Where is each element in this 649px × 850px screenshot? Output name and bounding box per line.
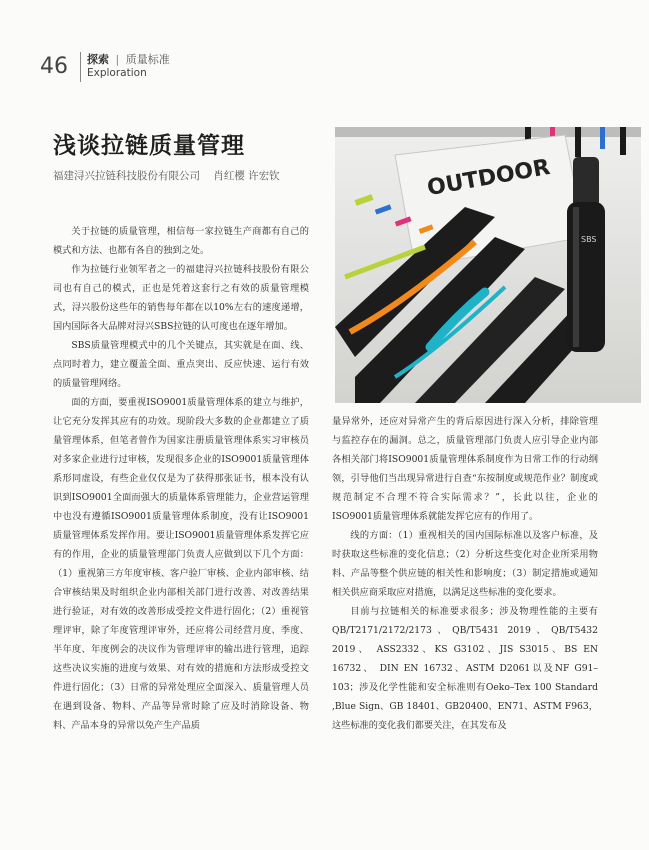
text-column-left (53, 222, 309, 735)
article-title: 浅谈拉链质量管理 (53, 133, 245, 159)
paragraph: 量异常外，还应对异常产生的背后原因进行深入分析，排除管理与监控存在的漏洞。总之，质量管理部门负责人应引导企业内部各相关部门将ISO9001质量管理体系制度作为日常工作的行动纲领，引导他们当出现异常进行自查“东按制度或规范作业？制度或规范制定不合理不符合实际需求？”，长此以往，企业的ISO9001质量管理体系就能发挥它应有的作用了。 (332, 416, 598, 522)
paragraph: SBS质量管理模式中的几个关键点，其实就是在面、线、点同时着力，建立覆盖全面、重点突出、反应快速、运行有效的质量管理网络。 (53, 340, 309, 389)
page-number: 46 (40, 54, 68, 79)
section-label (87, 51, 170, 67)
zipper-display-photo (335, 127, 641, 403)
paragraph: 作为拉链行业领军者之一的福建浔兴拉链科技股份有限公司也有自己的模式，正也是凭着这套行之有效的质量管理模式，浔兴股份这些年的销售每年都在以10%左右的速度递增，国内国际各大品牌对浔兴SBS拉链的认可度也在逐年增加。 (53, 264, 309, 332)
paragraph: 线的方面：（1）重视相关的国内国际标准以及客户标准，及时获取这些标准的变化信息；（2）分析这些变化对企业所采用物料、产品等整个供应链的相关性和影响度；（3）制定措施或通知相关供应商采取应对措施，以满足这些标准的变化要求。 (332, 530, 598, 598)
subsection-name: 质量标准 (125, 53, 170, 66)
byline (53, 168, 290, 183)
photo-illustration (335, 127, 641, 403)
paragraph: 面的方面，要重视ISO9001质量管理体系的建立与维护，让它充分发挥其应有的功效。现阶段大多数的企业都建立了质量管理体系，但笔者曾作为国家注册质量管理体系实习审核员对多家企业进行过审核，发现很多企业的ISO9001质量管理体系形同虚设，有些企业仅仅是为了获得那张证书，根本没有认识到ISO9001全面而强大的质量体系管理能力，企业营运管理中也没有遵循ISO9001质量管理体系制度，没有让ISO9001质量管理体系发挥作用。要让ISO9001质量管理体系发挥它应有的作用，企业的质量管理部门负责人应做到以下几个方面：（1）重视第三方年度审核、客户验厂审核、企业内部审核、结合审核结果及时组织企业内部相关部门进行改善、对改善结果进行验证，对有效的改善形成受控文件进行固化；（2）重视管理评审，除了年度管理评审外，还应将公司经营月度、季度、半年度、年度例会的决议作为管理评审的输出进行管理，追踪这些决议实施的进度与效果、对有效的措施和方法形成受控文件进行固化；（3）日常的异常处理应全面深入、质量管理人员在遇到设备、物料、产品等异常时除了应及时消除设备、物料、产品本身的异常以免产生产品质 (53, 397, 309, 731)
authors: 肖红樱 许宏钦 (213, 170, 280, 182)
outdoor-sign: OUTDOOR (425, 154, 552, 202)
section-name-en: Exploration (87, 67, 147, 79)
text-column-right (332, 412, 598, 735)
header-divider (80, 52, 81, 82)
puller-logo: SBS (581, 235, 597, 244)
paragraph: 关于拉链的质量管理，相信每一家拉链生产商都有自己的模式和方法、也都有各自的独到之处。 (53, 226, 309, 256)
paragraph: 目前与拉链相关的标准要求很多；涉及物理性能的主要有QB/T2171/2172/2173、QB/T5431 2019、QB/T5432 2019、 ASS2332、KS G3102、JIS S3015、BS EN 16732、 DIN EN 16732、ASTM D2061以及NF G91–103；涉及化学性能和安全标准则有Oeko–Tex 100 Standard ,Blue Sign、GB 18401、GB20400、EN71、ASTM F963，这些标准的变化我们都要关注，在其发布及 (332, 606, 598, 731)
section-separator: | (115, 53, 120, 66)
company-name: 福建浔兴拉链科技股份有限公司 (53, 170, 200, 182)
section-name: 探索 (87, 53, 109, 66)
